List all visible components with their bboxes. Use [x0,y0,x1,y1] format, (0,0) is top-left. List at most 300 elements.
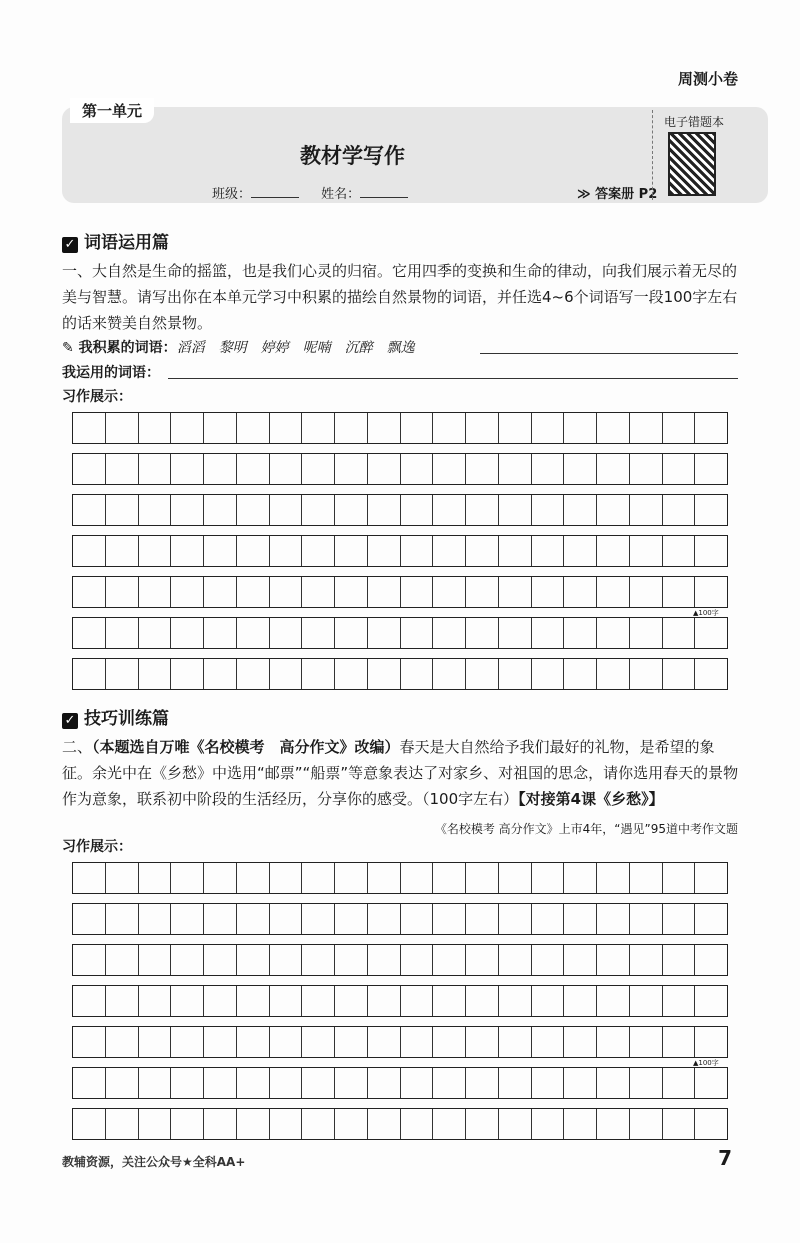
grid-cell[interactable] [302,495,335,525]
grid-cell[interactable] [171,454,204,484]
grid-cell[interactable] [171,945,204,975]
grid-cell[interactable] [695,413,727,443]
grid-cell[interactable] [335,659,368,689]
grid-cell[interactable] [564,1109,597,1139]
grid-cell[interactable] [237,904,270,934]
grid-cell[interactable] [499,454,532,484]
grid-cell[interactable] [270,945,303,975]
grid-cell[interactable] [368,863,401,893]
grid-cell[interactable] [270,986,303,1016]
grid-cell[interactable] [597,904,630,934]
grid-cell[interactable] [433,659,466,689]
grid-cell[interactable] [597,618,630,648]
grid-cell[interactable] [433,1109,466,1139]
grid-cell[interactable] [695,986,727,1016]
grid-row[interactable] [72,535,728,567]
grid-cell[interactable] [695,659,727,689]
grid-cell[interactable] [237,1109,270,1139]
grid-cell[interactable] [368,536,401,566]
grid-cell[interactable] [630,863,663,893]
grid-cell[interactable] [106,618,139,648]
grid-cell[interactable] [139,945,172,975]
grid-cell[interactable] [597,413,630,443]
grid-cell[interactable] [532,1027,565,1057]
grid-cell[interactable] [564,495,597,525]
grid-cell[interactable] [204,495,237,525]
grid-cell[interactable] [204,536,237,566]
grid-cell[interactable] [204,1109,237,1139]
grid-cell[interactable] [237,536,270,566]
grid-cell[interactable] [171,1109,204,1139]
class-label: 班级： [212,187,252,202]
grid-cell[interactable] [532,413,565,443]
grid-cell[interactable] [171,536,204,566]
grid-cell[interactable] [204,945,237,975]
grid-cell[interactable] [302,863,335,893]
grid-cell[interactable] [237,1068,270,1098]
grid-cell[interactable] [695,577,727,607]
grid-cell[interactable] [630,495,663,525]
grid-cell[interactable] [302,413,335,443]
grid-cell[interactable] [401,659,434,689]
grid-cell[interactable] [695,536,727,566]
grid-cell[interactable] [270,577,303,607]
grid-cell[interactable] [663,454,696,484]
grid-row[interactable] [72,903,728,935]
grid-cell[interactable] [368,454,401,484]
grid-cell[interactable] [695,618,727,648]
grid-cell[interactable] [401,1068,434,1098]
grid-cell[interactable] [499,495,532,525]
grid-cell[interactable] [171,618,204,648]
grid-cell[interactable] [204,986,237,1016]
grid-row[interactable] [72,985,728,1017]
grid-cell[interactable] [237,863,270,893]
grid-cell[interactable] [237,413,270,443]
grid-cell[interactable] [695,1027,727,1057]
grid-cell[interactable] [564,1068,597,1098]
grid-cell[interactable] [73,577,106,607]
grid-cell[interactable] [630,986,663,1016]
grid-cell[interactable] [433,1027,466,1057]
name-field[interactable] [360,197,408,198]
grid-cell[interactable] [302,659,335,689]
grid-cell[interactable] [630,945,663,975]
grid-cell[interactable] [270,536,303,566]
grid-cell[interactable] [335,577,368,607]
grid-cell[interactable] [106,945,139,975]
grid-cell[interactable] [270,454,303,484]
grid-row[interactable] [72,1067,728,1099]
grid-cell[interactable] [466,904,499,934]
grid-row[interactable] [72,494,728,526]
grid-cell[interactable] [499,1027,532,1057]
grid-cell[interactable] [532,1109,565,1139]
grid-cell[interactable] [532,536,565,566]
grid-cell[interactable] [597,454,630,484]
grid-cell[interactable] [73,986,106,1016]
grid-cell[interactable] [532,986,565,1016]
grid-cell[interactable] [433,904,466,934]
grid-cell[interactable] [630,536,663,566]
grid-cell[interactable] [368,986,401,1016]
grid-cell[interactable] [433,863,466,893]
grid-cell[interactable] [695,904,727,934]
grid-cell[interactable] [597,986,630,1016]
grid-cell[interactable] [597,536,630,566]
grid-cell[interactable] [499,904,532,934]
grid-row[interactable] [72,1108,728,1140]
grid-cell[interactable] [270,1068,303,1098]
grid-cell[interactable] [139,986,172,1016]
grid-cell[interactable] [73,618,106,648]
grid-cell[interactable] [106,413,139,443]
grid-cell[interactable] [335,1109,368,1139]
grid-cell[interactable] [433,454,466,484]
grid-cell[interactable] [270,904,303,934]
grid-cell[interactable] [532,618,565,648]
grid-cell[interactable] [302,618,335,648]
grid-cell[interactable] [663,536,696,566]
grid-cell[interactable] [204,863,237,893]
grid-cell[interactable] [401,1109,434,1139]
grid-row[interactable] [72,1026,728,1058]
grid-cell[interactable] [433,495,466,525]
grid-cell[interactable] [597,1027,630,1057]
grid-cell[interactable] [499,618,532,648]
grid-cell[interactable] [204,1068,237,1098]
grid-cell[interactable] [106,536,139,566]
grid-cell[interactable] [597,1109,630,1139]
grid-cell[interactable] [270,863,303,893]
grid-cell[interactable] [270,618,303,648]
grid-row[interactable] [72,453,728,485]
grid-cell[interactable] [270,495,303,525]
grid-cell[interactable] [499,536,532,566]
grid-cell[interactable] [695,945,727,975]
grid-row[interactable] [72,944,728,976]
grid-cell[interactable] [466,495,499,525]
grid-cell[interactable] [532,904,565,934]
grid-cell[interactable] [564,413,597,443]
grid-cell[interactable] [73,1027,106,1057]
grid-cell[interactable] [73,945,106,975]
grid-cell[interactable] [663,863,696,893]
grid-cell[interactable] [433,945,466,975]
grid-cell[interactable] [630,904,663,934]
grid-cell[interactable] [106,1068,139,1098]
grid-cell[interactable] [73,904,106,934]
grid-cell[interactable] [139,904,172,934]
grid-cell[interactable] [368,945,401,975]
grid-cell[interactable] [106,659,139,689]
grid-cell[interactable] [139,454,172,484]
grid-cell[interactable] [368,413,401,443]
grid-cell[interactable] [499,1109,532,1139]
grid-cell[interactable] [237,659,270,689]
grid-cell[interactable] [139,536,172,566]
grid-cell[interactable] [564,536,597,566]
grid-cell[interactable] [335,618,368,648]
grid-cell[interactable] [335,1068,368,1098]
grid-cell[interactable] [695,454,727,484]
grid-cell[interactable] [237,454,270,484]
grid-cell[interactable] [302,1109,335,1139]
grid-cell[interactable] [564,618,597,648]
grid-cell[interactable] [204,454,237,484]
grid-cell[interactable] [597,1068,630,1098]
grid-cell[interactable] [106,1109,139,1139]
grid-cell[interactable] [466,1109,499,1139]
grid-cell[interactable] [466,863,499,893]
grid-cell[interactable] [597,945,630,975]
grid-cell[interactable] [499,413,532,443]
grid-cell[interactable] [73,1109,106,1139]
grid-cell[interactable] [663,904,696,934]
grid-cell[interactable] [401,577,434,607]
grid-cell[interactable] [466,986,499,1016]
grid-cell[interactable] [73,454,106,484]
grid-cell[interactable] [139,413,172,443]
grid-cell[interactable] [499,577,532,607]
grid-cell[interactable] [270,1027,303,1057]
grid-cell[interactable] [204,904,237,934]
grid-cell[interactable] [139,577,172,607]
grid-cell[interactable] [368,1027,401,1057]
grid-cell[interactable] [630,618,663,648]
grid-cell[interactable] [139,495,172,525]
grid-cell[interactable] [663,618,696,648]
grid-cell[interactable] [139,863,172,893]
grid-row[interactable] [72,412,728,444]
grid-cell[interactable] [630,659,663,689]
grid-cell[interactable] [302,577,335,607]
grid-cell[interactable] [106,904,139,934]
grid-cell[interactable] [106,495,139,525]
grid-cell[interactable] [401,495,434,525]
grid-cell[interactable] [106,454,139,484]
grid-cell[interactable] [139,618,172,648]
grid-cell[interactable] [368,659,401,689]
grid-cell[interactable] [106,1027,139,1057]
grid-cell[interactable] [368,904,401,934]
grid-cell[interactable] [73,536,106,566]
grid-cell[interactable] [466,413,499,443]
grid-cell[interactable] [335,536,368,566]
grid-cell[interactable] [171,659,204,689]
grid-cell[interactable] [171,904,204,934]
grid-cell[interactable] [466,659,499,689]
grid-cell[interactable] [302,1027,335,1057]
grid-cell[interactable] [237,618,270,648]
grid-cell[interactable] [433,577,466,607]
grid-cell[interactable] [368,1109,401,1139]
grid-cell[interactable] [499,986,532,1016]
grid-cell[interactable] [368,1068,401,1098]
grid-cell[interactable] [106,986,139,1016]
grid-cell[interactable] [335,986,368,1016]
grid-cell[interactable] [630,413,663,443]
grid-cell[interactable] [564,986,597,1016]
section1-heading [62,228,169,253]
grid-cell[interactable] [368,577,401,607]
grid-cell[interactable] [630,454,663,484]
grid-cell[interactable] [564,904,597,934]
grid-cell[interactable] [663,945,696,975]
grid-cell[interactable] [663,495,696,525]
grid-cell[interactable] [204,413,237,443]
grid-cell[interactable] [368,495,401,525]
grid-cell[interactable] [270,659,303,689]
grid-cell[interactable] [171,1027,204,1057]
grid-cell[interactable] [204,618,237,648]
grid-cell[interactable] [663,986,696,1016]
grid-cell[interactable] [433,536,466,566]
grid-cell[interactable] [663,1109,696,1139]
grid-cell[interactable] [532,1068,565,1098]
grid-row[interactable] [72,658,728,690]
grid-cell[interactable] [270,413,303,443]
grid-cell[interactable] [204,1027,237,1057]
grid-cell[interactable] [401,618,434,648]
grid-cell[interactable] [663,413,696,443]
grid-cell[interactable] [695,1109,727,1139]
name-row [212,183,426,202]
grid-cell[interactable] [532,454,565,484]
grid-cell[interactable] [564,659,597,689]
grid-cell[interactable] [401,413,434,443]
grid-cell[interactable] [237,1027,270,1057]
grid-cell[interactable] [204,577,237,607]
grid-cell[interactable] [335,495,368,525]
grid-cell[interactable] [73,863,106,893]
grid-cell[interactable] [139,659,172,689]
grid-cell[interactable] [630,577,663,607]
grid-cell[interactable] [466,1068,499,1098]
grid-cell[interactable] [171,863,204,893]
grid-cell[interactable] [433,986,466,1016]
grid-cell[interactable] [401,454,434,484]
grid-cell[interactable] [695,863,727,893]
grid-cell[interactable] [237,986,270,1016]
grid-cell[interactable] [564,863,597,893]
grid-cell[interactable] [663,577,696,607]
grid-cell[interactable] [532,577,565,607]
grid-cell[interactable] [630,1027,663,1057]
grid-cell[interactable] [466,945,499,975]
grid-cell[interactable] [466,536,499,566]
grid-cell[interactable] [564,1027,597,1057]
grid-cell[interactable] [335,945,368,975]
grid-cell[interactable] [335,1027,368,1057]
grid-cell[interactable] [171,413,204,443]
grid-cell[interactable] [433,1068,466,1098]
grid-row[interactable] [72,862,728,894]
grid-cell[interactable] [368,618,401,648]
grid-cell[interactable] [171,986,204,1016]
grid-cell[interactable] [302,904,335,934]
grid-cell[interactable] [466,454,499,484]
grid-cell[interactable] [695,1068,727,1098]
grid-cell[interactable] [302,1068,335,1098]
grid-cell[interactable] [532,863,565,893]
grid-cell[interactable] [73,495,106,525]
grid-cell[interactable] [597,863,630,893]
grid-cell[interactable] [663,659,696,689]
grid-cell[interactable] [433,618,466,648]
grid-cell[interactable] [630,1068,663,1098]
grid-cell[interactable] [73,1068,106,1098]
grid-cell[interactable] [237,945,270,975]
grid-cell[interactable] [630,1109,663,1139]
grid-cell[interactable] [564,577,597,607]
grid-cell[interactable] [302,945,335,975]
grid-cell[interactable] [597,577,630,607]
grid-cell[interactable] [171,1068,204,1098]
grid-cell[interactable] [335,413,368,443]
grid-cell[interactable] [597,495,630,525]
grid-cell[interactable] [139,1027,172,1057]
grid-row[interactable] [72,576,728,608]
grid-cell[interactable] [106,863,139,893]
grid-cell[interactable] [401,863,434,893]
grid-cell[interactable] [532,659,565,689]
grid-cell[interactable] [499,1068,532,1098]
grid-cell[interactable] [106,577,139,607]
grid-cell[interactable] [302,986,335,1016]
class-field[interactable] [251,197,299,198]
grid-cell[interactable] [204,659,237,689]
grid-cell[interactable] [237,577,270,607]
grid-cell[interactable] [401,986,434,1016]
grid-cell[interactable] [335,454,368,484]
grid-cell[interactable] [663,1027,696,1057]
grid-cell[interactable] [302,536,335,566]
grid-cell[interactable] [139,1109,172,1139]
grid-cell[interactable] [564,945,597,975]
grid-cell[interactable] [139,1068,172,1098]
grid-cell[interactable] [695,495,727,525]
grid-cell[interactable] [171,577,204,607]
grid-cell[interactable] [401,904,434,934]
grid-cell[interactable] [401,536,434,566]
grid-cell[interactable] [466,1027,499,1057]
grid-cell[interactable] [171,495,204,525]
grid-cell[interactable] [564,454,597,484]
grid-cell[interactable] [73,413,106,443]
grid-cell[interactable] [532,945,565,975]
grid-cell[interactable] [73,659,106,689]
grid-cell[interactable] [401,1027,434,1057]
grid-cell[interactable] [499,863,532,893]
grid-cell[interactable] [466,577,499,607]
grid-cell[interactable] [335,863,368,893]
grid-cell[interactable] [532,495,565,525]
grid-cell[interactable] [663,1068,696,1098]
grid-cell[interactable] [466,618,499,648]
used-words-line[interactable] [168,378,738,379]
grid-cell[interactable] [302,454,335,484]
grid-row[interactable] [72,617,728,649]
grid-cell[interactable] [499,945,532,975]
grid-cell[interactable] [335,904,368,934]
grid-cell[interactable] [237,495,270,525]
grid-cell[interactable] [270,1109,303,1139]
grid-cell[interactable] [597,659,630,689]
grid-cell[interactable] [433,413,466,443]
grid-cell[interactable] [499,659,532,689]
grid-cell[interactable] [401,945,434,975]
